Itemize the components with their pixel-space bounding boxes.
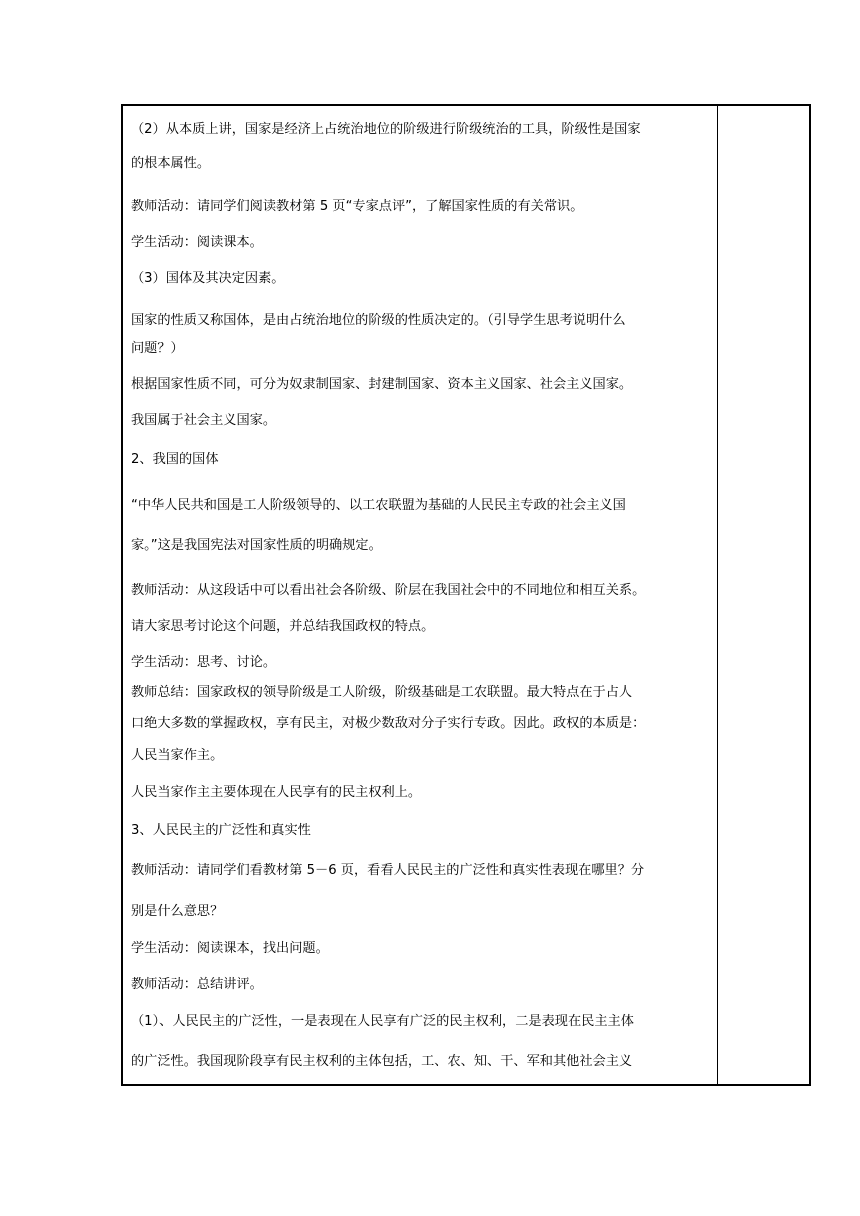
text-line: 的根本属性。	[131, 156, 211, 171]
text-line: 国家的性质又称国体，是由占统治地位的阶级的性质决定的。（引导学生思考说明什么	[131, 313, 626, 328]
text-line: “中华人民共和国是工人阶级领导的、以工农联盟为基础的人民民主专政的社会主义国	[131, 498, 626, 513]
table-column-divider	[717, 104, 718, 1086]
text-line: 学生活动：阅读课本，找出问题。	[131, 941, 329, 956]
text-line: （3）国体及其决定因素。	[131, 271, 285, 286]
text-line: 口绝大多数的掌握政权，享有民主，对极少数敌对分子实行专政。因此。政权的本质是：	[131, 716, 646, 731]
text-line: 教师活动：总结讲评。	[131, 977, 263, 992]
text-line: 家。”这是我国宪法对国家性质的明确规定。	[131, 538, 382, 553]
text-line: 请大家思考讨论这个问题，并总结我国政权的特点。	[131, 619, 435, 634]
text-line: 教师活动：请同学们阅读教材第 5 页“专家点评”，了解国家性质的有关常识。	[131, 199, 584, 214]
text-line: 学生活动：思考、讨论。	[131, 655, 277, 670]
text-line: 别是什么意思？	[131, 904, 224, 919]
text-line: 问题？）	[131, 341, 184, 356]
text-line: （1）、人民民主的广泛性，一是表现在人民享有广泛的民主权利，二是表现在民主主体	[131, 1014, 634, 1029]
text-line: 教师总结：国家政权的领导阶级是工人阶级，阶级基础是工农联盟。最大特点在于占人	[131, 685, 633, 700]
text-line: （2）从本质上讲，国家是经济上占统治地位的阶级进行阶级统治的工具，阶级性是国家	[131, 122, 641, 137]
text-line: 的广泛性。我国现阶段享有民主权利的主体包括，工、农、知、干、军和其他社会主义	[131, 1054, 633, 1069]
text-line: 学生活动：阅读课本。	[131, 235, 263, 250]
text-line: 我国属于社会主义国家。	[131, 413, 277, 428]
text-line: 3、人民民主的广泛性和真实性	[131, 823, 311, 838]
text-line: 教师活动：请同学们看教材第 5－6 页，看看人民民主的广泛性和真实性表现在哪里？分	[131, 863, 645, 878]
text-line: 2、我国的国体	[131, 452, 219, 467]
text-line: 人民当家作主。	[131, 748, 224, 763]
text-line: 人民当家作主主要体现在人民享有的民主权利上。	[131, 785, 422, 800]
text-line: 根据国家性质不同，可分为奴隶制国家、封建制国家、资本主义国家、社会主义国家。	[131, 377, 633, 392]
text-line: 教师活动：从这段话中可以看出社会各阶级、阶层在我国社会中的不同地位和相互关系。	[131, 583, 646, 598]
